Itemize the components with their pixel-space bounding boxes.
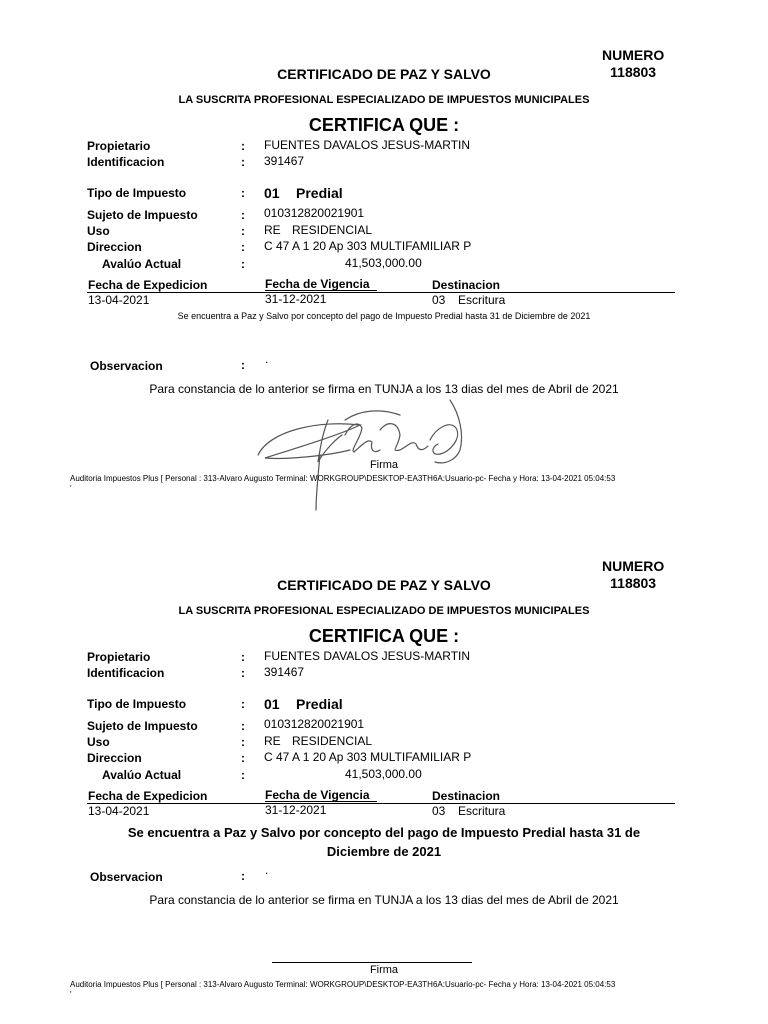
avaluo-colon: : <box>241 257 245 271</box>
certificate-2 <box>0 511 768 1023</box>
sujeto-colon: : <box>241 208 245 222</box>
tipo-impuesto-label: Tipo de Impuesto <box>87 186 187 200</box>
sujeto-label: Sujeto de Impuesto <box>87 719 198 733</box>
destinacion-label: Destinacion <box>432 278 501 292</box>
fecha-vigencia-value: 31-12-2021 <box>265 803 327 817</box>
sujeto-value: 010312820021901 <box>264 717 365 731</box>
fecha-expedicion-label: Fecha de Expedicion <box>88 789 208 803</box>
tipo-impuesto-colon: : <box>241 186 245 200</box>
firma-label: Firma <box>369 964 399 976</box>
tipo-impuesto-value: Predial <box>296 696 343 712</box>
identificacion-colon: : <box>241 666 245 680</box>
certificate-title: CERTIFICADO DE PAZ Y SALVO <box>277 577 491 593</box>
tipo-impuesto-code: 01 <box>264 185 280 201</box>
propietario-colon: : <box>241 139 245 153</box>
vigencia-underline <box>265 801 377 802</box>
observacion-label: Observacion <box>90 870 163 884</box>
signature-line <box>272 962 472 963</box>
sujeto-colon: : <box>241 719 245 733</box>
direccion-label: Direccion <box>87 240 142 254</box>
vigencia-underline <box>265 290 377 291</box>
identificacion-value: 391467 <box>264 665 305 679</box>
direccion-label: Direccion <box>87 751 142 765</box>
tipo-impuesto-label: Tipo de Impuesto <box>87 697 187 711</box>
audit-line: Auditoria Impuestos Plus [ Personal : 313-Alvaro Augusto Terminal: WORKGROUP\DESKTOP-EA3TH6A:Usuario-pc- Fecha y Hora: 13-04-2021 05:04:53 <box>70 474 616 483</box>
avaluo-colon: : <box>241 768 245 782</box>
fecha-vigencia-label: Fecha de Vigencia <box>265 277 370 291</box>
avaluo-label: Avalúo Actual <box>102 257 182 271</box>
avaluo-value: 41,503,000.00 <box>345 256 422 270</box>
observacion-colon: : <box>241 358 245 372</box>
direccion-colon: : <box>241 751 245 765</box>
propietario-value: FUENTES DAVALOS JESUS-MARTIN <box>264 649 471 663</box>
propietario-value: FUENTES DAVALOS JESUS-MARTIN <box>264 138 471 152</box>
uso-value: RESIDENCIAL <box>292 223 373 237</box>
destinacion-code: 03 <box>432 293 446 307</box>
numero-label: NUMERO <box>602 558 665 574</box>
propietario-colon: : <box>241 650 245 664</box>
observacion-colon: : <box>241 869 245 883</box>
uso-colon: : <box>241 224 245 238</box>
destinacion-code: 03 <box>432 804 446 818</box>
uso-colon: : <box>241 735 245 749</box>
direccion-value: C 47 A 1 20 Ap 303 MULTIFAMILIAR P <box>264 750 472 764</box>
direccion-colon: : <box>241 240 245 254</box>
fecha-vigencia-value: 31-12-2021 <box>265 292 327 306</box>
paz-salvo-note: Se encuentra a Paz y Salvo por concepto del pago de Impuesto Predial hasta 31 de Diciembre de 2021 <box>127 825 641 859</box>
observacion-value: . <box>265 352 269 366</box>
avaluo-label: Avalúo Actual <box>102 768 182 782</box>
uso-label: Uso <box>87 224 110 238</box>
identificacion-label: Identificacion <box>87 666 165 680</box>
fecha-expedicion-value: 13-04-2021 <box>88 804 150 818</box>
identificacion-value: 391467 <box>264 154 305 168</box>
numero-value: 118803 <box>610 575 657 591</box>
direccion-value: C 47 A 1 20 Ap 303 MULTIFAMILIAR P <box>264 239 472 253</box>
numero-label: NUMERO <box>602 47 665 63</box>
sujeto-label: Sujeto de Impuesto <box>87 208 198 222</box>
audit-tick: ' <box>70 990 72 999</box>
uso-label: Uso <box>87 735 110 749</box>
uso-value: RESIDENCIAL <box>292 734 373 748</box>
observacion-value: . <box>265 863 269 877</box>
audit-tick: ' <box>70 484 72 493</box>
tipo-impuesto-colon: : <box>241 697 245 711</box>
paz-salvo-note: Se encuentra a Paz y Salvo por concepto del pago de Impuesto Predial hasta 31 de Diciembre de 2021 <box>177 311 591 321</box>
fecha-vigencia-label: Fecha de Vigencia <box>265 788 370 802</box>
destinacion-label: Destinacion <box>432 789 501 803</box>
destinacion-value: Escritura <box>458 804 506 818</box>
destinacion-value: Escritura <box>458 293 506 307</box>
uso-code: RE <box>264 734 281 748</box>
numero-value: 118803 <box>610 64 657 80</box>
certifica-heading: CERTIFICA QUE : <box>308 626 460 646</box>
header-divider <box>87 292 675 293</box>
identificacion-label: Identificacion <box>87 155 165 169</box>
certifica-heading: CERTIFICA QUE : <box>308 115 460 135</box>
constancia-text: Para constancia de lo anterior se firma en TUNJA a los 13 dias del mes de Abril de 2021 <box>149 893 619 907</box>
handwritten-signature <box>250 380 490 515</box>
fecha-expedicion-label: Fecha de Expedicion <box>88 278 208 292</box>
constancia-text: Para constancia de lo anterior se firma en TUNJA a los 13 dias del mes de Abril de 2021 <box>149 382 619 396</box>
propietario-label: Propietario <box>87 139 151 153</box>
tipo-impuesto-code: 01 <box>264 696 280 712</box>
firma-label: Firma <box>369 459 399 471</box>
propietario-label: Propietario <box>87 650 151 664</box>
header-divider <box>87 803 675 804</box>
tipo-impuesto-value: Predial <box>296 185 343 201</box>
fecha-expedicion-value: 13-04-2021 <box>88 293 150 307</box>
certificate-subtitle: LA SUSCRITA PROFESIONAL ESPECIALIZADO DE IMPUESTOS MUNICIPALES <box>178 605 590 617</box>
observacion-label: Observacion <box>90 359 163 373</box>
sujeto-value: 010312820021901 <box>264 206 365 220</box>
certificate-title: CERTIFICADO DE PAZ Y SALVO <box>277 66 491 82</box>
audit-line: Auditoria Impuestos Plus [ Personal : 313-Alvaro Augusto Terminal: WORKGROUP\DESKTOP-EA3TH6A:Usuario-pc- Fecha y Hora: 13-04-2021 05:04:53 <box>70 980 616 989</box>
uso-code: RE <box>264 223 281 237</box>
certificate-subtitle: LA SUSCRITA PROFESIONAL ESPECIALIZADO DE IMPUESTOS MUNICIPALES <box>178 94 590 106</box>
avaluo-value: 41,503,000.00 <box>345 767 422 781</box>
identificacion-colon: : <box>241 155 245 169</box>
